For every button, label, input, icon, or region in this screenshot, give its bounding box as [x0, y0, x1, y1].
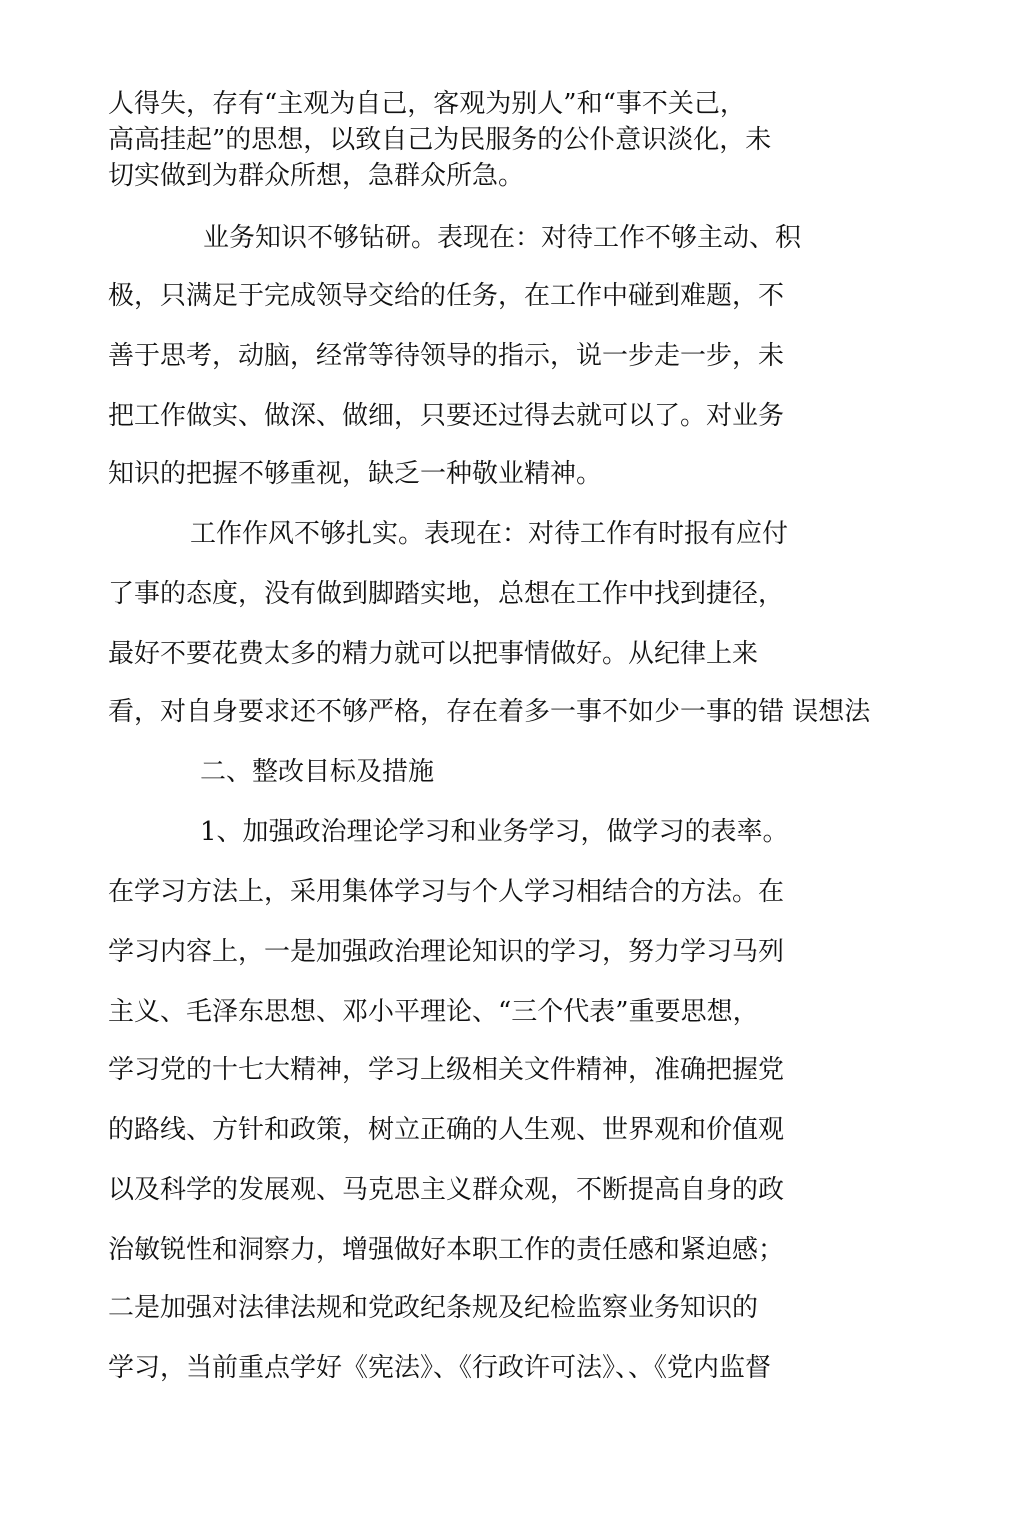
paragraph-first-line: 工作作风不够扎实。表现在：对待工作有时报有应付 [190, 519, 789, 549]
text-line: 二是加强对法律法规和党政纪条规及纪检监察业务知识的 [108, 1293, 759, 1323]
text-line: 看，对自身要求还不够严格，存在着多一事不如少一事的错 误想法 [108, 697, 871, 727]
text-line: 高高挂起”的思想，以致自己为民服务的公仆意识淡化，未 [108, 125, 772, 155]
text-line: 切实做到为群众所想，急群众所急。 [108, 161, 525, 191]
text-line: 最好不要花费太多的精力就可以把事情做好。从纪律上来 [108, 639, 759, 669]
text-line: 学习党的十七大精神，学习上级相关文件精神，准确把握党 [108, 1055, 785, 1085]
text-line: 主义、毛泽东思想、邓小平理论、“三个代表”重要思想， [108, 997, 759, 1027]
text-line: 的路线、方针和政策，树立正确的人生观、世界观和价值观 [108, 1115, 785, 1145]
section-heading: 二、整改目标及措施 [200, 757, 435, 787]
text-line: 知识的把握不够重视，缺乏一种敬业精神。 [108, 459, 603, 489]
text-line: 人得失，存有“主观为自己，客观为别人”和“事不关己， [108, 89, 746, 119]
paragraph-first-line: 1、加强政治理论学习和业务学习，做学习的表率。 [200, 817, 789, 847]
text-line: 学习，当前重点学好《宪法》、《行政许可法》、、《党内监督 [108, 1353, 772, 1383]
text-line: 把工作做实、做深、做细，只要还过得去就可以了。对业务 [108, 401, 785, 431]
text-line: 极，只满足于完成领导交给的任务，在工作中碰到难题，不 [108, 281, 785, 311]
text-line: 治敏锐性和洞察力，增强做好本职工作的责任感和紧迫感； [108, 1235, 785, 1265]
text-line: 在学习方法上，采用集体学习与个人学习相结合的方法。在 [108, 877, 785, 907]
text-line: 善于思考，动脑，经常等待领导的指示，说一步走一步，未 [108, 341, 785, 371]
text-line: 以及科学的发展观、马克思主义群众观，不断提高自身的政 [108, 1175, 785, 1205]
text-line: 学习内容上，一是加强政治理论知识的学习，努力学习马列 [108, 937, 785, 967]
text-line: 了事的态度，没有做到脚踏实地，总想在工作中找到捷径， [108, 579, 785, 609]
paragraph-first-line: 业务知识不够钻研。表现在：对待工作不够主动、积 [203, 223, 802, 253]
